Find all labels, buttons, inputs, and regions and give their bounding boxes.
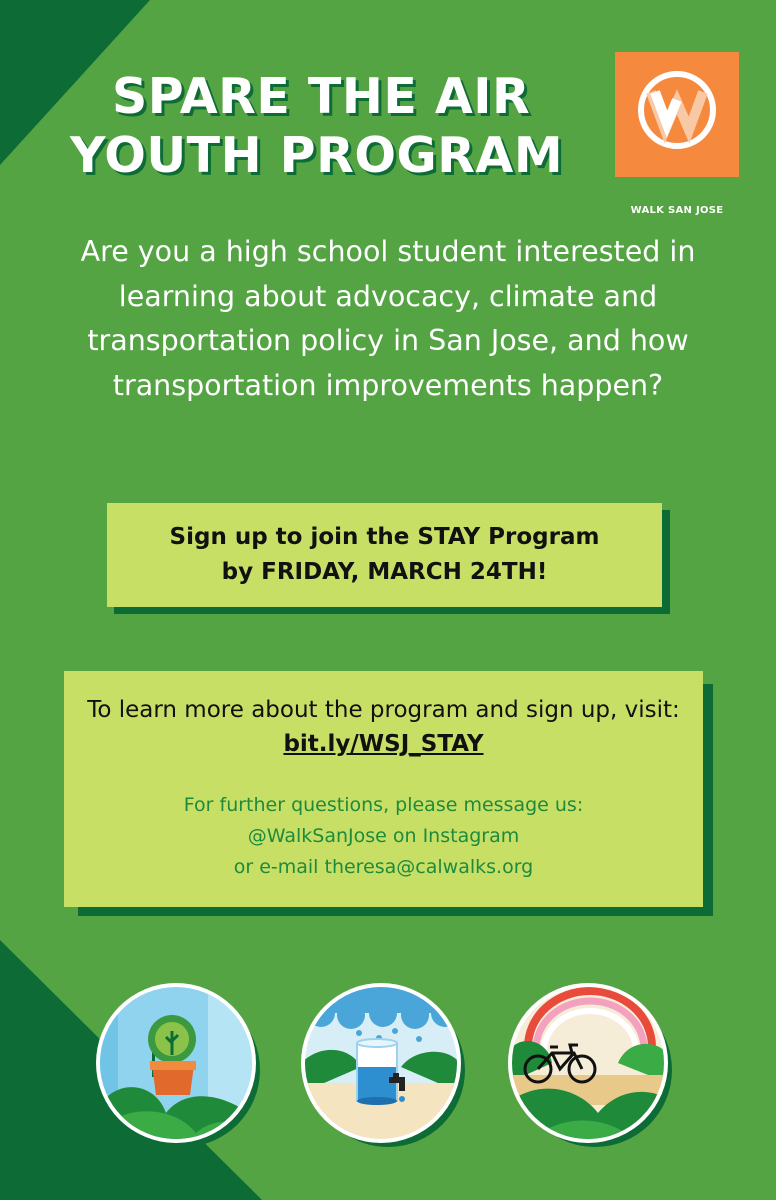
intro-text: Are you a high school student interested in learning about advocacy, climate and transportation policy in San Jose, and how transportation improvements happen? bbox=[80, 235, 696, 402]
deadline-text bbox=[107, 520, 662, 590]
info-visit-text bbox=[64, 693, 703, 761]
deadline-line-2: by FRIDAY, MARCH 24TH! bbox=[221, 559, 548, 585]
contact-line-1: For further questions, please message us: bbox=[183, 794, 584, 816]
deadline-line-1: Sign up to join the STAY Program bbox=[169, 524, 600, 550]
visit-text: To learn more about the program and sign up, visit: bbox=[87, 697, 680, 723]
title-line-2: YOUTH PROGRAM bbox=[70, 127, 564, 184]
water-tap-icon bbox=[301, 983, 469, 1151]
title-line-1: SPARE THE AIR bbox=[112, 68, 531, 125]
logo-text: WALK SAN JOSE bbox=[630, 205, 724, 216]
contact-text bbox=[64, 790, 703, 883]
plant-pot-icon bbox=[96, 983, 264, 1151]
w-circle-logo-icon bbox=[615, 52, 739, 177]
walk-san-jose-logo[interactable] bbox=[615, 52, 739, 216]
bicycle-rainbow-icon bbox=[508, 983, 676, 1151]
contact-line-3: or e-mail theresa@calwalks.org bbox=[233, 856, 534, 878]
signup-link[interactable]: bit.ly/WSJ_STAY bbox=[283, 731, 484, 757]
contact-line-2: @WalkSanJose on Instagram bbox=[247, 825, 520, 847]
